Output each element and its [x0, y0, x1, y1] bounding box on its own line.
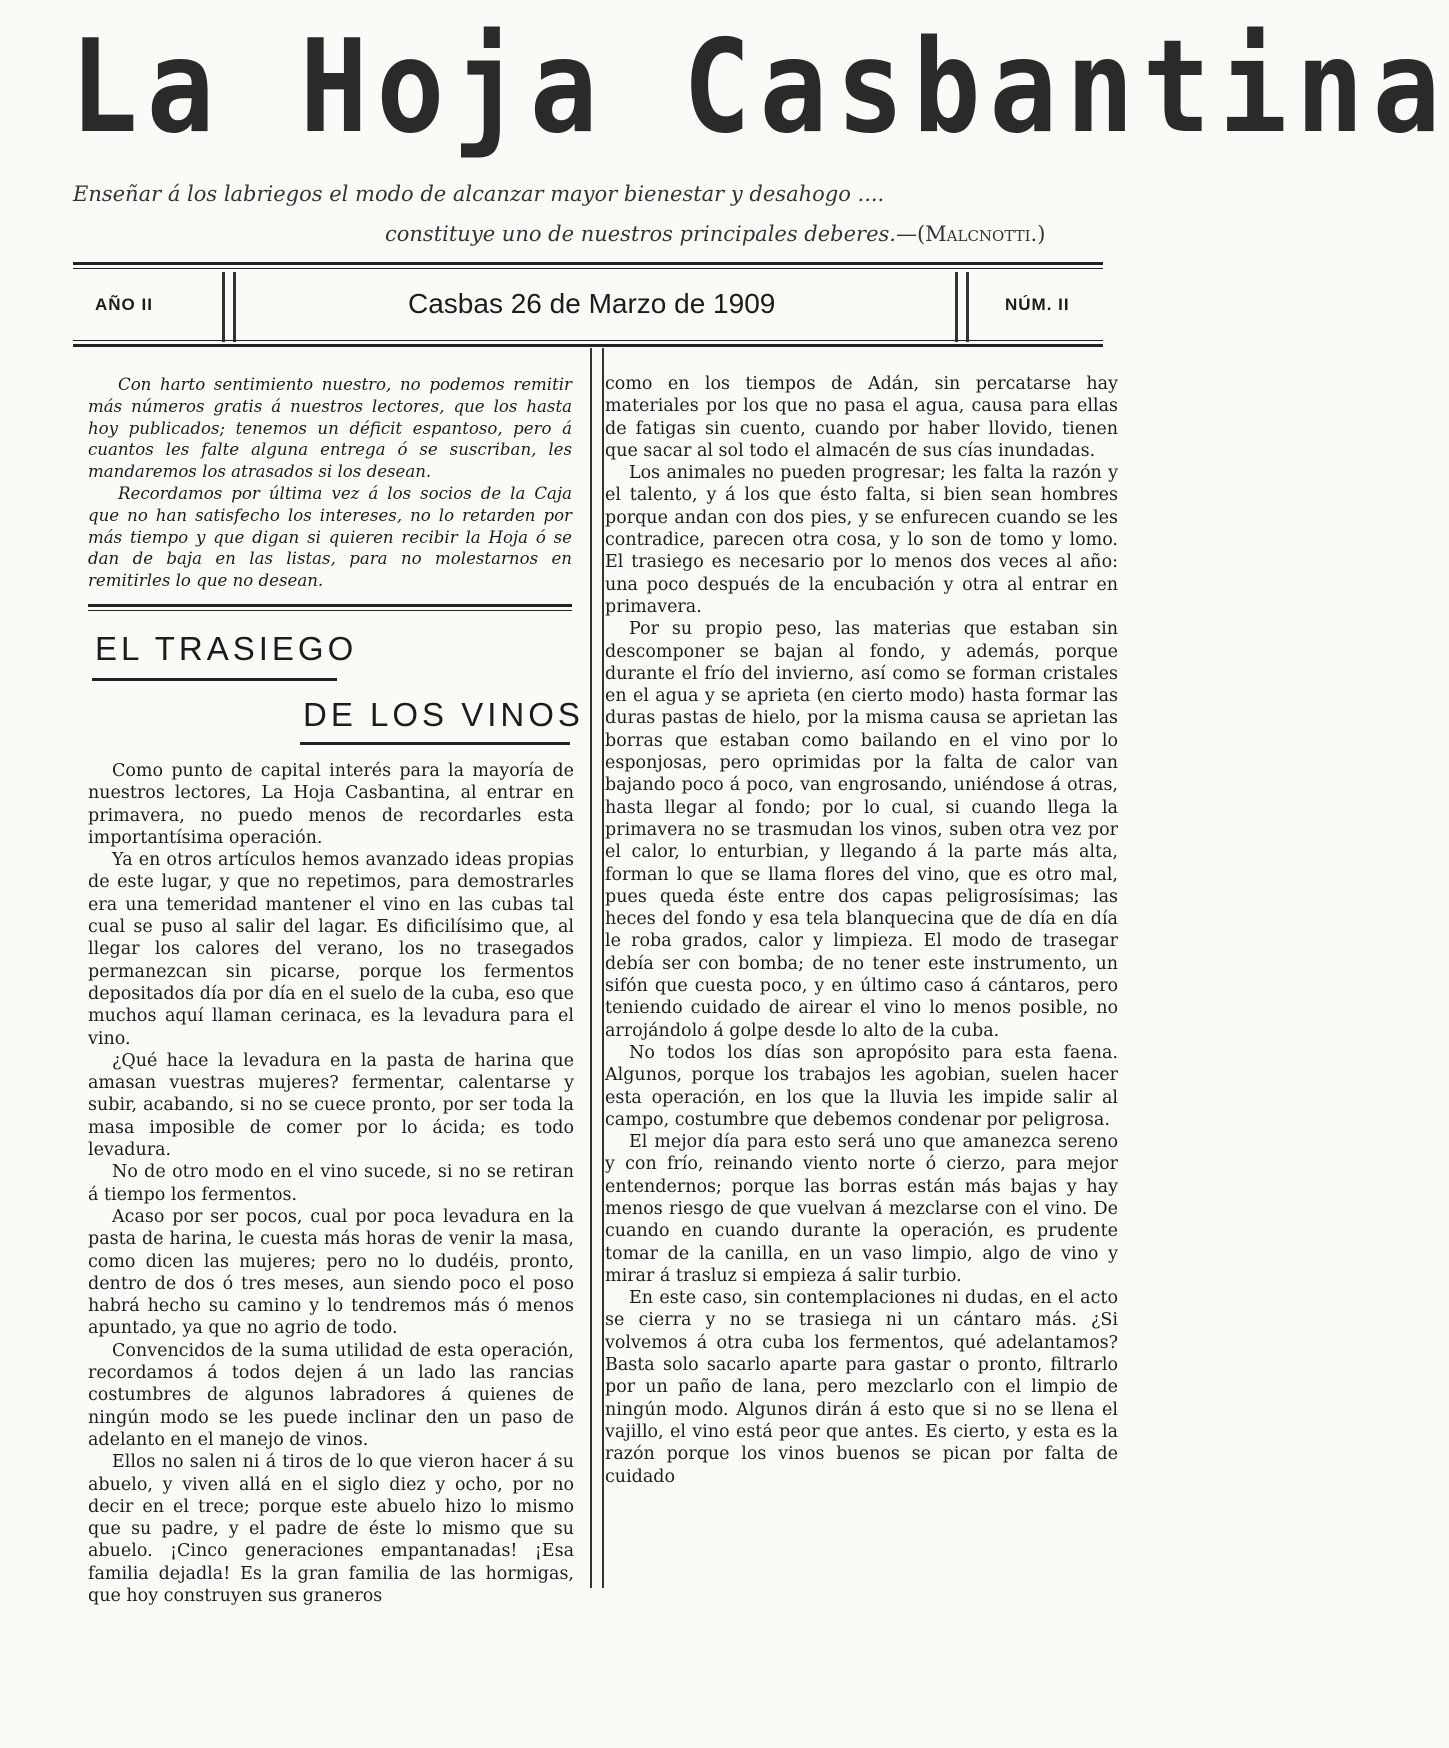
motto-source: (Malcnotti.)	[916, 222, 1046, 246]
notice-paragraph: Recordamos por última vez á los socios de la Caja que no han satisfecho los intereses, no lo retarden por más tiempo y que digan si quieren recibir la Hoja ó se dan de baja en las listas, para no molestarnos en remitirles lo que no desean.	[88, 483, 572, 591]
newspaper-title: La Hoja Casbantina	[70, 13, 1449, 162]
ornament-bracket-right	[955, 272, 969, 342]
article-paragraph: Los animales no pueden progresar; les falta la razón y el talento, y á los que ésto falta, si bien sean hombres porque andan con dos pies, y se enfurecen cuando se les contradice, parecen otra cosa, y lo son de tomo y lomo. El trasiego es necesario por lo menos dos veces al año: una poco después de la encubación y otra al entrar en primavera.	[605, 463, 1118, 617]
motto-line-2	[385, 220, 1105, 248]
header-rule-bottom-thick	[73, 344, 1103, 347]
heading-underline-1	[92, 678, 337, 681]
article-paragraph: En este caso, sin contemplaciones ni dudas, en el acto se cierra y no se trasiega ni un cántaro más. ¿Si volvemos á otra cuba los fermentos, qué adelantamos? Basta solo sacarlo aparte para gastar o pronto, filtrarlo por un paño de lana, pero mezclarlo con el limpio de ningún modo. Algunos dirán á esto que si no se llena el vajillo, el vino está peor que antes. Es cierto, y esta es la razón porque los vinos buenos se pican por falta de cuidado	[605, 1288, 1118, 1487]
issue-year: AÑO II	[95, 295, 153, 314]
motto-line-2-text: constituye uno de nuestros principales deberes.—	[385, 222, 917, 246]
article-paragraph: Como punto de capital interés para la mayoría de nuestros lectores, La Hoja Casbantina, al entrar en primavera, no puedo menos de recordarles esta importantísima operación.	[88, 761, 574, 848]
column-divider	[590, 348, 604, 1588]
article-right-column	[605, 373, 1118, 1488]
article-paragraph: Convencidos de la suma utilidad de esta operación, recordamos á todos dejen á un lado las rancias costumbres de algunos labradores á quienes de ningún modo se les puede inclinar den un paso de adelanto en el manejo de vinos.	[88, 1340, 574, 1450]
article-heading-line-2: DE LOS VINOS	[303, 696, 584, 733]
issue-date: Casbas 26 de Marzo de 1909	[408, 288, 776, 319]
article-left-column	[88, 760, 574, 1607]
article-paragraph: Ya en otros artículos hemos avanzado ideas propias de este lugar, y que no repetimos, para demostrarles era una temeridad mantener el vino en las cubas tal cual se puso al salir del lagar. Es dificilísimo que, al llegar los calores del verano, los no trasegados permanezcan sin picarse, porque los fermentos depositados día por día en el suelo de la cuba, eso que muchos aquí llaman cerinaca, es la levadura para el vino.	[88, 850, 574, 1049]
header-rule-top	[73, 262, 1103, 265]
subscriber-notice	[88, 374, 572, 592]
article-paragraph: Acaso por ser pocos, cual por poca levadura en la pasta de harina, le cuesta más horas de venir la masa, como dicen las mujeres; pero no lo dudéis, pronto, dentro de dos ó tres meses, aun siendo poco el poso habrá hecho su camino y lo tendremos más ó menos apuntado, ya que no agrio de todo.	[88, 1206, 574, 1339]
article-paragraph: como en los tiempos de Adán, sin percatarse hay materiales por los que no pasa el agua, causa para ellas de fatigas sin cuento, cuando por haber llovido, tienen que sacar al sol todo el almacén de sus cías inundadas.	[605, 374, 1118, 461]
ornament-bracket-left	[222, 272, 236, 342]
header-rule-bottom	[73, 340, 1103, 341]
article-paragraph: Ellos no salen ni á tiros de lo que vieron hacer á su abuelo, y viven allá en el siglo diez y ocho, por no decir en el trece; porque este abuelo hizo lo mismo que su padre, y el padre de éste lo mismo que su abuelo. ¡Cinco generaciones empantanadas! ¡Esa familia dejadla! Es la gran familia de las hormigas, que hoy construyen sus graneros	[88, 1452, 574, 1606]
article-paragraph: Por su propio peso, las materias que estaban sin descomponer se bajan al fondo, y además, porque durante el frío del invierno, así como se forman cristales en el agua y se aprieta (en cierto modo) hasta formar las duras pastas de hielo, por la misma causa se aprietan las borras que estaban como bailando en el vino por lo esponjosas, pero oprimidas por la falta de calor van bajando poco á poco, van engrosando, uniéndose á otras, hasta llegar al fondo; por lo cual, si cuando llega la primavera no se trasmudan los vinos, suben otra vez por el calor, lo enturbian, y llegando á la parte más alta, forman lo que se llama flores del vino, que es otro mal, pues queda éste entre dos capas peligrosísimas; las heces del fondo y esa tela blanquecina que de día en día le roba grados, calor y limpieza. El modo de trasegar debía ser con bomba; de no tener este instrumento, un sifón que cuesta poco, y en último caso á cántaros, pero teniendo cuidado de airear el vino lo menos posible, no arrojándolo á golpe desde lo alto de la cuba.	[605, 619, 1118, 1041]
article-paragraph: No de otro modo en el vino sucede, si no se retiran á tiempo los fermentos.	[88, 1162, 574, 1205]
notice-rule	[88, 604, 572, 607]
heading-underline-2	[300, 742, 570, 745]
article-paragraph: No todos los días son apropósito para esta faena. Algunos, porque los trabajos les agobian, suelen hacer esta operación, en los que la lluvia les impide salir al campo, costumbre que debemos condenar por peligrosa.	[605, 1042, 1118, 1130]
article-paragraph: El mejor día para esto será uno que amanezca sereno y con frío, reinando viento norte ó cierzo, para mejor entendernos; porque las borras están más bajas y hay menos riesgo de que vuelvan á mezclarse con el vino. De cuando en cuando durante la operación, es prudente tomar de la canilla, en un vaso limpio, algo de vino y mirar á trasluz si empieza á salir turbio.	[605, 1132, 1118, 1286]
article-paragraph: ¿Qué hace la levadura en la pasta de harina que amasan vuestras mujeres? fermentar, calentarse y subir, acabando, si no se cuece pronto, por ser toda la masa imposible de comer por lo ácida; es todo levadura.	[88, 1050, 574, 1161]
article-heading-line-1: EL TRASIEGO	[95, 630, 358, 667]
header-rule-top-thin	[73, 268, 1103, 269]
motto-line-1: Enseñar á los labriegos el modo de alcanzar mayor bienestar y desahogo ....	[73, 182, 885, 206]
notice-rule-thin	[88, 610, 572, 611]
issue-number: NÚM. II	[1005, 295, 1070, 314]
notice-paragraph: Con harto sentimiento nuestro, no podemos remitir más números gratis á nuestros lectores, que los hasta hoy publicados; tenemos un déficit espantoso, pero á cuantos les falte alguna entrega ó se suscriban, les mandaremos los atrasados si los desean.	[88, 375, 572, 482]
